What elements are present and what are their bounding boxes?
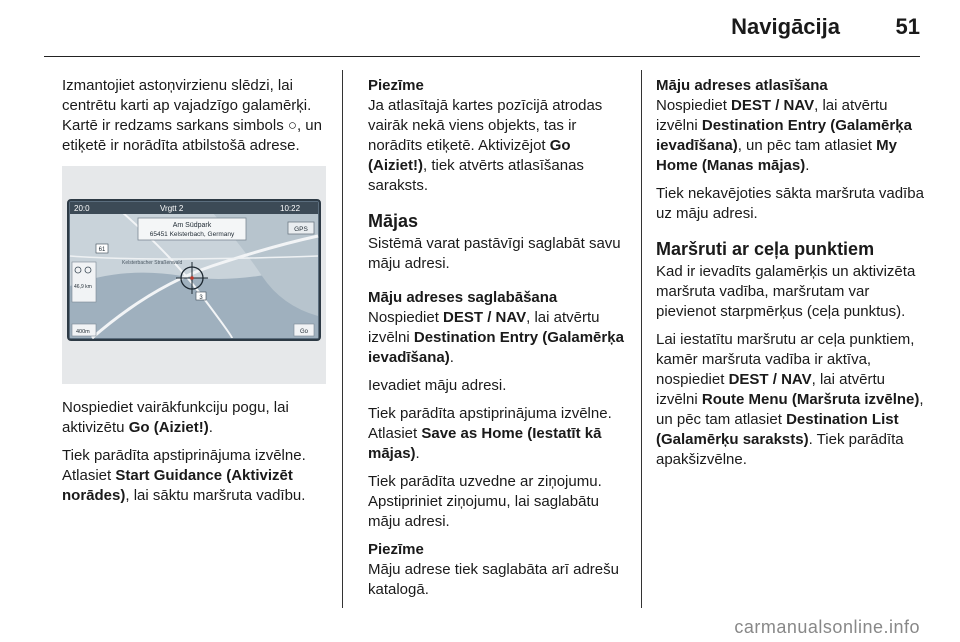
intro-paragraph-2: Kartē ir redzams sarkans simbols ○, un etiķetē ir norādīta atbilstošā adrese.	[62, 117, 322, 154]
save-step-1: Nospiediet DEST / NAV, lai atvērtu izvēlni Destination Entry (Galamērķa ievadīšana).	[368, 309, 624, 366]
note-title: Piezīme	[368, 77, 424, 94]
column-1	[62, 76, 330, 514]
column-2	[368, 76, 630, 608]
street-label: Kelsterbacher Straßenwald	[122, 260, 183, 266]
save-step-2: Ievadiet māju adresi.	[368, 377, 507, 394]
save-step-4: Tiek parādīta uzvedne ar ziņojumu. Apstipriniet ziņojumu, lai saglabātu māju adresi.	[368, 473, 602, 530]
note-2-text: Māju adrese tiek saglabāta arī adrešu katalogā.	[368, 561, 619, 598]
note-2-title: Piezīme	[368, 541, 424, 558]
column-divider-2	[641, 70, 642, 608]
waypoints-step: Lai iestatītu maršrutu ar ceļa punktiem, kamēr maršruta vadība ir aktīva, nospiediet DEST / NAV, lai atvērtu izvēlni Route Menu (Maršruta izvēlne), un pēc tam atlasiet Destination List (Galamērķu saraksts). Tiek parādīta apakšizvēlne.	[656, 331, 924, 468]
page-header-title: Navigācija	[731, 14, 840, 39]
status-time-left: 20:0	[74, 204, 90, 213]
page-number: 51	[895, 14, 920, 39]
heading-home: Mājas	[368, 211, 419, 231]
distance-label: 46,9 km	[74, 284, 92, 290]
scale-label: 400m	[76, 329, 90, 335]
paragraph-start-guidance: Tiek parādīta apstiprinājuma izvēlne. Atlasiet Start Guidance (Aktivizēt norādes), lai sāktu maršruta vadību.	[62, 447, 306, 504]
address-line-1: Am Südpark	[172, 222, 212, 229]
heading-select-home: Māju adreses atlasīšana	[656, 77, 828, 94]
nav-map-figure	[62, 166, 326, 384]
note-text: Ja atlasītajā kartes pozīcijā atrodas vairāk nekā viens objekts, tas ir norādīts etiķetē. Aktivizējot Go (Aiziet!), tiek atvērts atlasīšanas saraksts.	[368, 97, 603, 194]
save-step-3: Tiek parādīta apstiprinājuma izvēlne. Atlasiet Save as Home (Iestatīt kā mājas).	[368, 405, 612, 462]
route-badge: 3	[199, 295, 203, 301]
intro-paragraph-1: Izmantojiet astoņvirzienu slēdzi, lai centrētu karti ap vajadzīgo galamērķi.	[62, 77, 312, 114]
waypoints-intro: Kad ir ievadīts galamērķis un aktivizēta maršruta vadība, maršrutam var pievienot starpmērķus (ceļa punktus).	[656, 263, 916, 320]
note-2	[368, 540, 630, 600]
home-intro: Sistēmā varat pastāvīgi saglabāt savu māju adresi.	[368, 235, 621, 272]
column-divider-1	[342, 70, 343, 608]
column-3	[656, 76, 930, 478]
paragraph-go: Nospiediet vairākfunkciju pogu, lai aktivizētu Go (Aiziet!).	[62, 399, 289, 436]
select-home-step: Nospiediet DEST / NAV, lai atvērtu izvēlni Destination Entry (Galamērķa ievadīšana), un pēc tam atlasiet My Home (Manas mājas).	[656, 97, 912, 174]
go-label: Go	[299, 329, 309, 335]
gps-label: GPS	[294, 226, 308, 233]
footer-watermark: carmanualsonline.info	[734, 617, 920, 637]
heading-save-home: Māju adreses saglabāšana	[368, 289, 558, 306]
status-time-right: 10:22	[280, 204, 301, 213]
heading-waypoints: Maršruti ar ceļa punktiem	[656, 239, 875, 259]
status-title: Vrgtt 2	[160, 204, 184, 213]
navigation-screenshot	[62, 166, 326, 384]
address-line-2: 65451 Kelsterbach, Germany	[149, 231, 235, 238]
header-divider	[44, 56, 920, 57]
select-home-result: Tiek nekavējoties sākta maršruta vadība uz māju adresi.	[656, 185, 924, 222]
road-badge: 61	[98, 247, 106, 253]
